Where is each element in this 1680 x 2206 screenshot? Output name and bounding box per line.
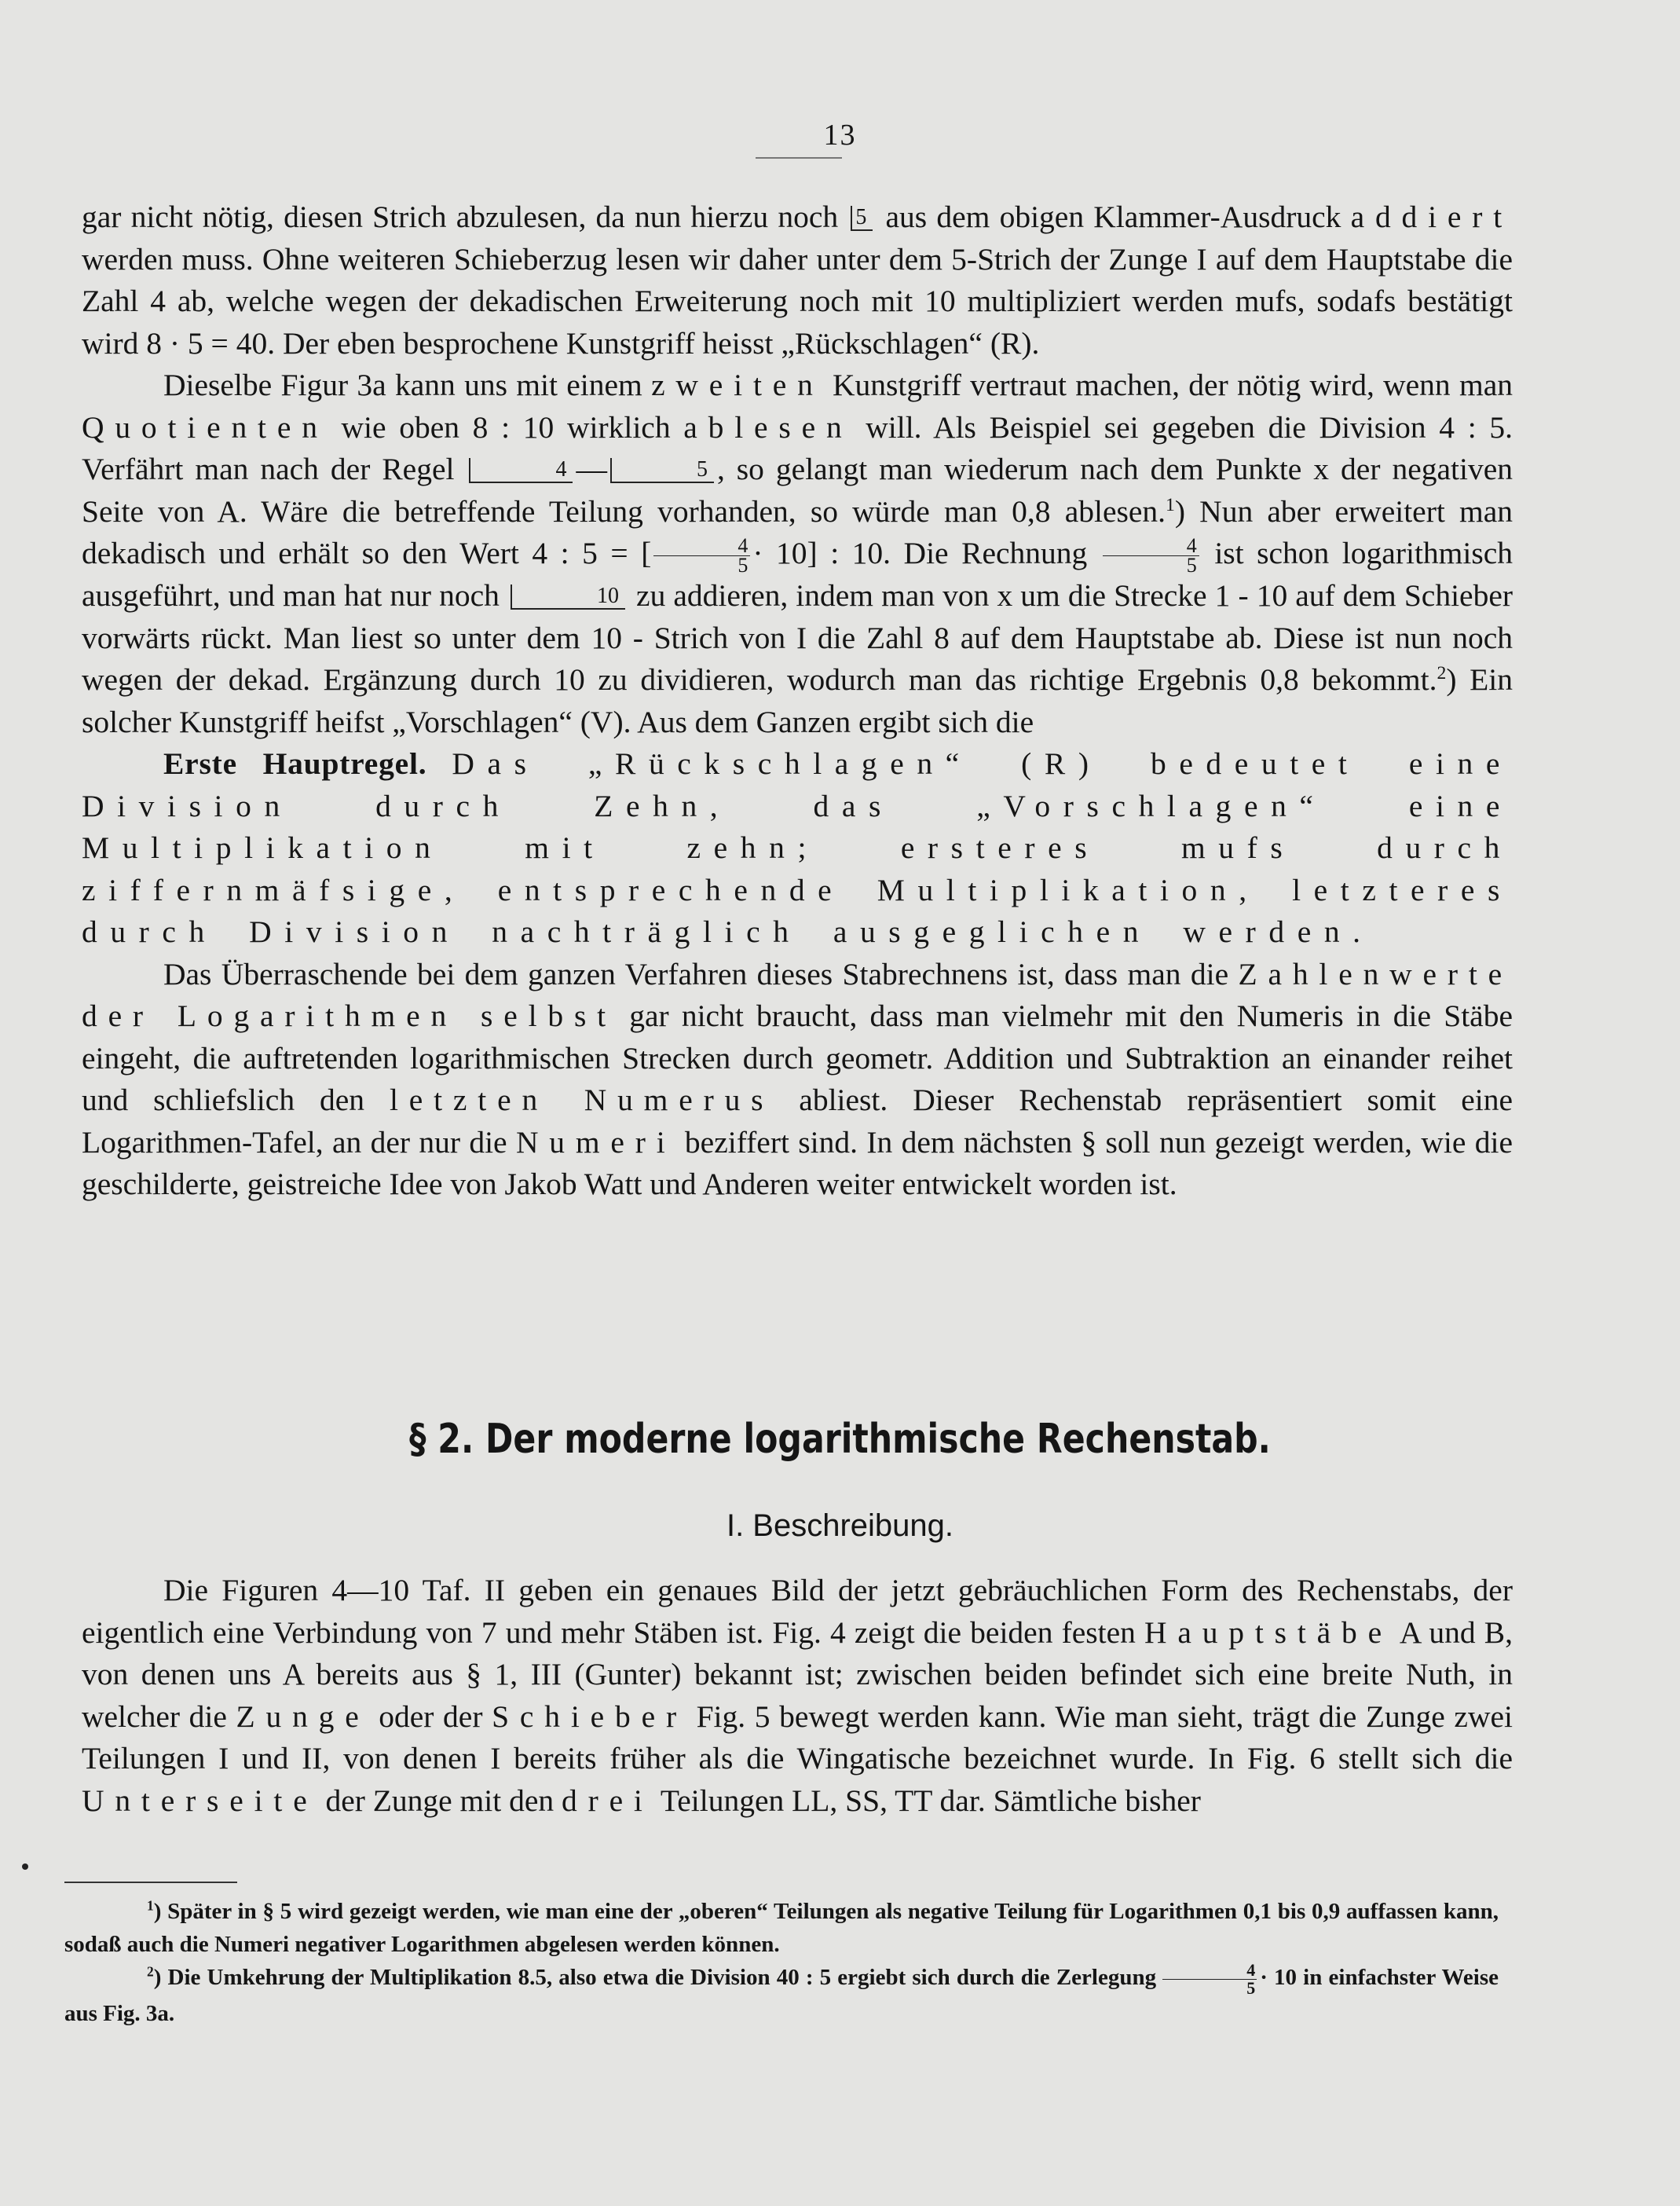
- paragraph-surprise: Das Überraschende bei dem ganzen Verfahren dieses Stabrechnens ist, dass man die Zahlenwerte der Logarithmen selbst gar nicht braucht, dass man vielmehr mit den Numeris in die Stäbe eingeht, die auftretenden logarithmischen Strecken durch geometr. Addition und Subtraktion an einander reihet und schliefslich den letzten Numerus abliest. Dieser Rechenstab repräsentiert somit eine Logarithmen-Tafel, an der nur die Numeri beziffert sind. In dem nächsten § soll nun gezeigt werden, wie die geschilderte, geistreiche Idee von Jakob Watt und Anderen weiter entwickelt worden ist.: [82, 956, 1513, 1202]
- paragraph-rueckschlagen: gar nicht nötig, diesen Strich abzulesen, da nun hierzu noch 5 aus dem obigen Klammer-Ausdruck addiert werden muss. Ohne weiteren Schieberzug lesen wir daher unter dem 5-Strich der Zunge I auf dem Hauptstabe die Zahl 4 ab, welche wegen der dekadischen Erweiterung noch mit 10 multipliziert werden mufs, sodafs bestätigt wird 8 · 5 = 40. Der eben besprochene Kunstgriff heisst „Rückschlagen“ (R).: [82, 200, 1513, 361]
- first-main-rule: [82, 743, 1513, 954]
- footnote-2: $^2$) Die Umkehrung der Multiplikation 8.5, also etwa die Division 40 : 5 ergiebt sich durch die Zerlegung $\frac{4}{5}$ · 10 in einfachster Weise aus Fig. 3a.: [64, 1959, 1499, 2026]
- footnote-rule: [64, 1882, 237, 1883]
- footnote-fraction: $\frac{4}{5}$: [1162, 1962, 1257, 1997]
- log-bracket-5: 5: [851, 206, 873, 231]
- rule-text: Das „Rückschlagen“ (R) bedeutet eine Division durch Zehn, das „Vorschlagen“ eine Multiplikation mit zehn; ersteres mufs durch ziffernmäfsige, entsprechende Multiplikation, letzteres durch Division nachträglich ausgeglichen werden.: [82, 746, 1513, 950]
- rule-label: Erste Hauptregel.: [163, 746, 427, 782]
- log-bracket-10: 10: [511, 584, 625, 610]
- fraction-4-5: $\frac{4}{5}$: [653, 537, 750, 575]
- log-bracket-5b: 5: [610, 458, 714, 483]
- subsection-heading: I. Beschreibung.: [726, 1508, 954, 1543]
- section-heading: § 2. Der moderne logarithmische Rechenstab.: [409, 1416, 1271, 1463]
- page-number-rule: [756, 157, 842, 159]
- paragraph-description: Die Figuren 4—10 Taf. II geben ein genaues Bild der jetzt gebräuchlichen Form des Rechenstabs, der eigentlich eine Verbindung von 7 und mehr Stäben ist. Fig. 4 zeigt die beiden festen Hauptstäbe A und B, von denen uns A bereits aus § 1, III (Gunter) bekannt ist; zwischen beiden befindet sich eine breite Nuth, in welcher die Zunge oder der Schieber Fig. 5 bewegt werden kann. Wie man sieht, trägt die Zunge zwei Teilungen I und II, von denen I bereits früher als die Wingatische bezeichnet wurde. In Fig. 6 stellt sich die Unterseite der Zunge mit den drei Teilungen LL, SS, TT dar. Sämtliche bisher: [82, 1573, 1513, 1818]
- body-text-top: [82, 196, 1513, 1206]
- page-number: 13: [823, 119, 857, 152]
- paragraph-vorschlagen: Dieselbe Figur 3a kann uns mit einem zweiten Kunstgriff vertraut machen, der nötig wird, wenn man Quotienten wie oben 8 : 10 wirklich ablesen will. Als Beispiel sei gegeben die Division 4 : 5. Verfährt man nach der Regel 4 — 5 , so gelangt man wiederum nach dem Punkte x der negativen Seite von A. Wäre die betreffende Teilung vorhanden, so würde man 0,8 ablesen.$^1$) Nun aber erweitert man dekadisch und erhält so den Wert 4 : 5 = [ $\frac{4}{5}$ · 10] : 10. Die Rechnung $\frac{4}{5}$ ist schon logarithmisch ausgeführt, und man hat nur noch 10 zu addieren, indem man von x um die Strecke 1 - 10 auf dem Schieber vorwärts rückt. Man liest so unter dem 10 - Strich von I die Zahl 8 auf dem Hauptstabe ab. Diese ist nun noch wegen der dekad. Ergänzung durch 10 zu dividieren, wodurch man das richtige Ergebnis 0,8 bekommt.$^2$) Ein solcher Kunstgriff heifst „Vorschlagen“ (V). Aus dem Ganzen ergibt sich die: [82, 368, 1513, 739]
- footnotes: [64, 1895, 1499, 2030]
- footnote-ref-2: 2: [1437, 663, 1447, 684]
- fraction-4-5b: $\frac{4}{5}$: [1103, 537, 1199, 575]
- margin-dot: [22, 1863, 28, 1870]
- log-bracket-4: 4: [469, 458, 573, 483]
- body-text-bottom: [82, 1570, 1513, 1822]
- footnote-ref-1: 1: [1166, 494, 1175, 515]
- footnote-1: $^1$) Später in § 5 wird gezeigt werden, wie man eine der „oberen“ Teilungen als negative Teilung für Logarithmen 0,1 bis 0,9 auffassen kann, sodaß auch die Numeri negativer Logarithmen abgelesen werden können.: [64, 1897, 1499, 1957]
